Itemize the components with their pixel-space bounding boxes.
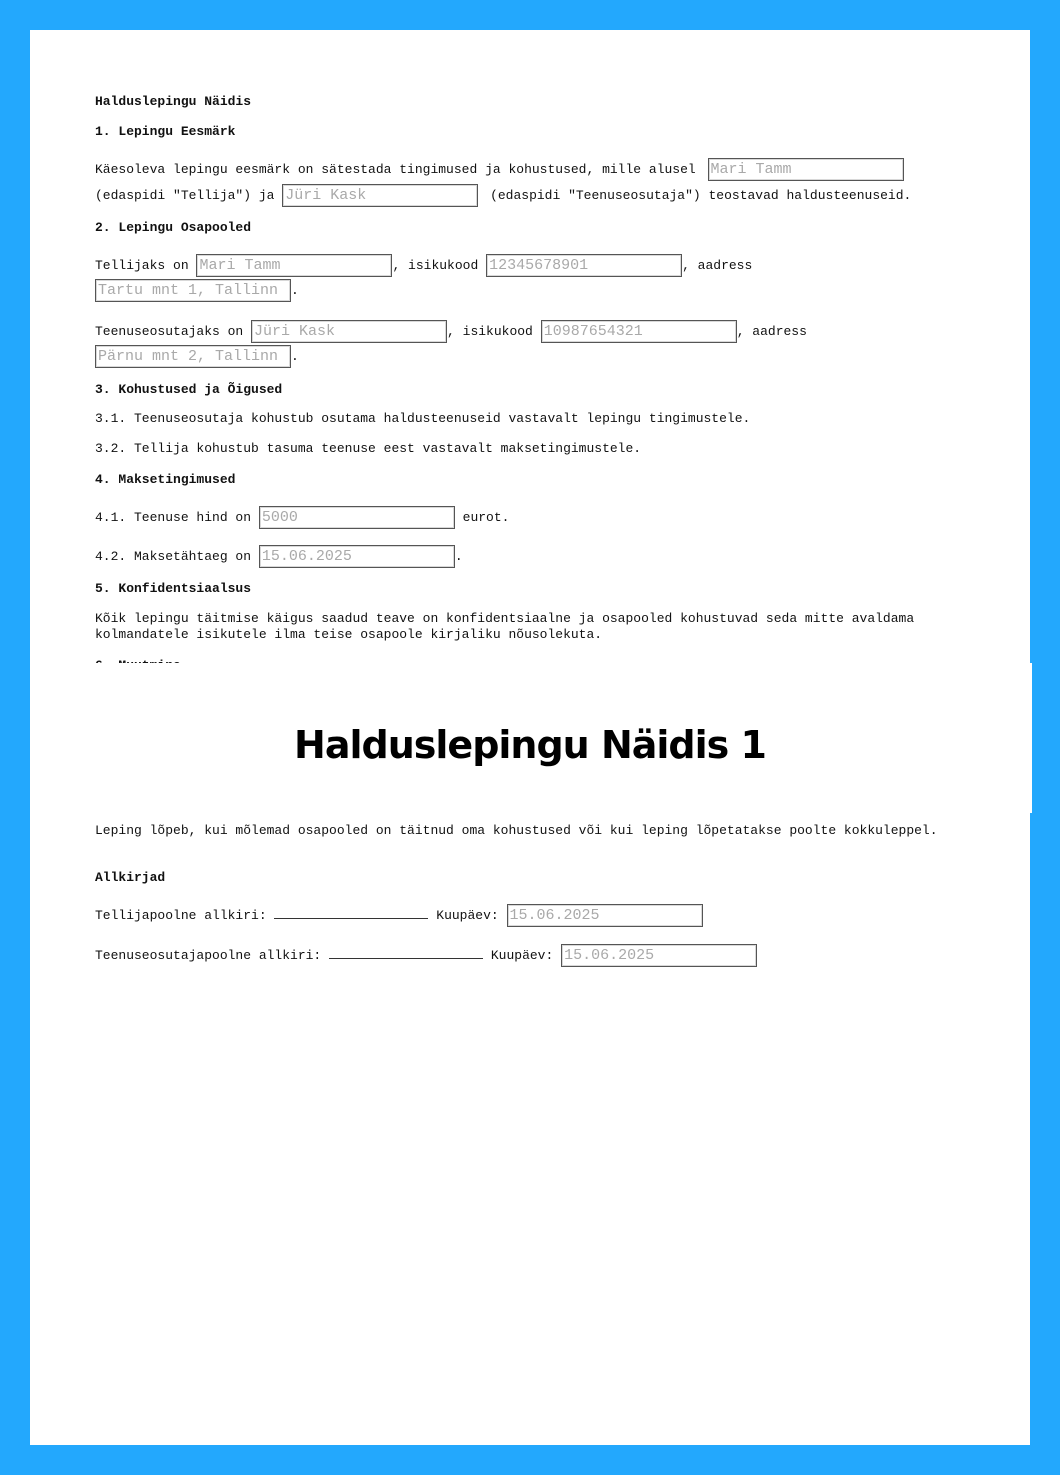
provider-details-line: [95, 320, 807, 343]
section-1-text-c: (edaspidi "Teenuseosutaja") teostavad haldusteenuseid.: [490, 187, 912, 203]
section-5-text: Kõik lepingu täitmise käigus saadud teave on konfidentsiaalne ja osapooled kohustuvad seda mitte avaldama kolmandatele isikutele ilma teise osapoole kirjaliku nõusolekuta.: [95, 611, 915, 642]
clause-3-2: 3.2. Tellija kohustub tasuma teenuse eest vastavalt maksetingimustele.: [95, 441, 642, 456]
client-address-field[interactable]: Tartu mnt 1, Tallinn: [95, 279, 291, 302]
client-id-label: , isikukood: [392, 257, 479, 273]
period: .: [291, 348, 299, 364]
due-date-field[interactable]: 15.06.2025: [259, 545, 455, 568]
section-1-text-b: (edaspidi "Tellija") ja: [95, 187, 275, 203]
provider-address-field[interactable]: Pärnu mnt 2, Tallinn: [95, 345, 291, 368]
provider-prefix: Teenuseosutajaks on: [95, 323, 244, 339]
clause-4-2: [95, 545, 463, 568]
title-banner: [30, 663, 1032, 813]
client-signature-blank[interactable]: [274, 906, 428, 919]
banner-title: Halduslepingu Näidis 1: [294, 723, 766, 767]
document-upper-section: [30, 30, 1030, 667]
section-1-text-a: Käesoleva lepingu eesmärk on sätestada tingimused ja kohustused, mille alusel: [95, 161, 696, 177]
client-address-label: , aadress: [682, 257, 753, 273]
provider-signature-label: Teenuseosutajapoolne allkiri:: [95, 947, 322, 963]
price-prefix: 4.1. Teenuse hind on: [95, 509, 252, 525]
provider-address-line: [95, 345, 299, 368]
client-date-label: Kuupäev:: [436, 907, 499, 923]
section-2-heading: 2. Lepingu Osapooled: [95, 220, 252, 235]
section-1-heading: 1. Lepingu Eesmärk: [95, 124, 236, 139]
price-field[interactable]: 5000: [259, 506, 455, 529]
client-prefix: Tellijaks on: [95, 257, 189, 273]
document-title: Halduslepingu Näidis: [95, 94, 252, 109]
provider-id-label: , isikukood: [447, 323, 533, 339]
period: .: [454, 548, 463, 564]
provider-address-label: , aadress: [736, 323, 807, 339]
provider-signature-line: [95, 944, 757, 967]
client-name-field[interactable]: Mari Tamm: [196, 254, 392, 277]
period: .: [291, 282, 299, 298]
section-3-heading: 3. Kohustused ja Õigused: [95, 382, 283, 397]
section-5-heading: 5. Konfidentsiaalsus: [95, 581, 252, 596]
client-details-line: [95, 254, 752, 277]
document-page: [30, 30, 1030, 1445]
termination-text: Leping lõpeb, kui mõlemad osapooled on täitnud oma kohustused või kui leping lõpetatakse poolte kokkuleppel.: [95, 823, 938, 838]
due-date-prefix: 4.2. Maksetähtaeg on: [95, 548, 252, 564]
client-sign-date-field[interactable]: 15.06.2025: [507, 904, 703, 927]
client-id-field[interactable]: 12345678901: [486, 254, 682, 277]
s1-provider-name-field[interactable]: Jüri Kask: [282, 184, 478, 207]
price-suffix: eurot.: [462, 509, 510, 525]
client-signature-label: Tellijapoolne allkiri:: [95, 907, 267, 923]
clause-4-1: [95, 506, 509, 529]
section-1-line-1: [95, 158, 904, 181]
provider-id-field[interactable]: 10987654321: [541, 320, 737, 343]
clause-3-1: 3.1. Teenuseosutaja kohustub osutama haldusteenuseid vastavalt lepingu tingimustele.: [95, 411, 751, 426]
client-signature-line: [95, 904, 703, 927]
section-1-line-2: [95, 184, 911, 207]
client-address-line: [95, 279, 299, 302]
section-4-heading: 4. Maksetingimused: [95, 472, 236, 487]
provider-sign-date-field[interactable]: 15.06.2025: [561, 944, 757, 967]
provider-date-label: Kuupäev:: [490, 947, 554, 963]
signatures-heading: Allkirjad: [95, 870, 166, 885]
s1-client-name-field[interactable]: Mari Tamm: [708, 158, 904, 181]
provider-name-field[interactable]: Jüri Kask: [251, 320, 447, 343]
provider-signature-blank[interactable]: [329, 946, 483, 959]
